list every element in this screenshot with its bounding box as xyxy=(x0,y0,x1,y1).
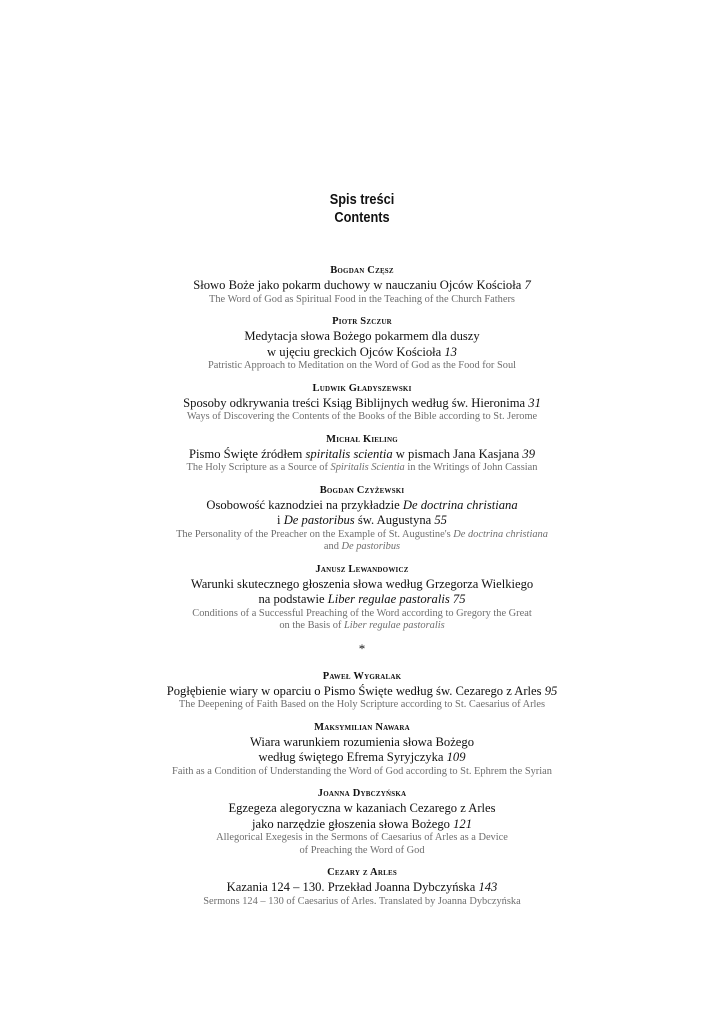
toc-entry xyxy=(0,315,724,373)
italic-title: De doctrina christiana xyxy=(402,497,518,512)
text-segment: The Personality of the Preacher on the Example of St. Augustine's xyxy=(176,528,454,540)
text-segment: według świętego Efrema Syryjczyka xyxy=(258,750,444,764)
text-segment: św. Augustyna xyxy=(354,513,432,527)
author-name: Cezary z Arles xyxy=(327,867,397,878)
polish-title-line xyxy=(0,513,724,529)
text-segment: in the Writings of John Cassian xyxy=(404,462,538,473)
page-number: 13 xyxy=(444,344,457,359)
toc-entry xyxy=(0,382,724,424)
author-name: Ludwik Gładyszewski xyxy=(312,382,412,394)
english-title-line xyxy=(0,832,724,845)
text-segment: Medytacja słowa Bożego pokarmem dla duszy xyxy=(244,329,480,343)
text-segment: jako narzędzie głoszenia słowa Bożego xyxy=(252,816,450,831)
english-title-line xyxy=(0,699,724,712)
text-segment: Allegorical Exegesis in the Sermons of Caesarius of Arles as a Device xyxy=(216,832,508,843)
text-segment: w pismach Jana Kasjana xyxy=(392,446,520,461)
italic-title: De pastoribus xyxy=(341,541,401,552)
text-segment: Kazania 124 – 130. Przekład Joanna Dybczyńska xyxy=(226,880,476,894)
page-number: 75 xyxy=(452,592,466,606)
text-segment: Wiara warunkiem rozumienia słowa Bożego xyxy=(249,734,474,749)
text-segment: Patristic Approach to Meditation on the Word of God as the Food for Soul xyxy=(207,360,517,371)
text-segment: of Preaching the Word of God xyxy=(299,844,425,856)
toc-entry xyxy=(0,670,724,712)
page-number: 7 xyxy=(524,278,531,292)
toc-entry xyxy=(0,264,724,306)
polish-title-line xyxy=(0,329,724,345)
text-segment: on the Basis of xyxy=(279,620,344,631)
author-name: Paweł Wygralak xyxy=(322,670,402,682)
italic-title: Liber regulae pastoralis xyxy=(344,620,445,631)
author-name: Janusz Lewandowicz xyxy=(315,563,409,575)
text-segment: and xyxy=(323,541,342,552)
page-number: 143 xyxy=(478,880,498,894)
author-name: Piotr Szczur xyxy=(332,316,392,327)
toc-entry xyxy=(0,484,724,554)
english-title-line xyxy=(0,360,724,373)
polish-title-line xyxy=(0,684,724,700)
italic-title: Spiritalis Scientia xyxy=(330,462,405,473)
author-name: Bogdan Czyżewski xyxy=(319,484,405,496)
english-title-line xyxy=(0,766,724,779)
section-separator: * xyxy=(358,640,366,656)
polish-title-line xyxy=(0,345,724,361)
text-segment: Pogłębienie wiary w oparciu o Pismo Święte według św. Cezarego z Arles xyxy=(166,683,542,698)
text-segment: Sermons 124 – 130 of Caesarius of Arles. Translated by Joanna Dybczyńska xyxy=(203,895,521,907)
polish-title-line xyxy=(0,278,724,294)
author-name: Michał Kieling xyxy=(326,433,398,445)
italic-title: Liber regulae pastoralis xyxy=(327,592,450,606)
page-number: 55 xyxy=(434,513,447,527)
text-segment: i xyxy=(277,513,284,527)
text-segment: na podstawie xyxy=(258,592,328,606)
english-title-line xyxy=(0,294,724,307)
text-segment: w ujęciu greckich Ojców Kościoła xyxy=(267,344,442,359)
text-segment: Ways of Discovering the Contents of the Books of the Bible according to St. Jerome xyxy=(186,411,538,422)
table-of-contents xyxy=(0,264,724,917)
text-segment: Egzegeza alegoryczna w kazaniach Cezarego z Arles xyxy=(228,801,496,815)
author-name: Joanna Dybczyńska xyxy=(317,788,407,799)
italic-title: spiritalis scientia xyxy=(305,446,393,461)
english-title-line xyxy=(0,620,724,633)
polish-title-line xyxy=(0,498,724,514)
contents-heading xyxy=(43,191,680,227)
text-segment: Sposoby odkrywania treści Ksiąg Biblijnych według św. Hieronima xyxy=(183,395,526,410)
toc-entry xyxy=(0,721,724,779)
text-segment: Słowo Boże jako pokarm duchowy w nauczaniu Ojców Kościoła xyxy=(193,278,522,292)
polish-title-line xyxy=(0,817,724,833)
polish-title-line xyxy=(0,447,724,463)
italic-title: De pastoribus xyxy=(283,513,355,527)
page-number: 109 xyxy=(446,750,466,764)
toc-entry xyxy=(0,563,724,633)
english-title-line xyxy=(0,896,724,909)
page-number: 31 xyxy=(528,395,541,410)
polish-title-line xyxy=(0,801,724,817)
polish-title-line xyxy=(0,577,724,593)
polish-title-line xyxy=(0,396,724,412)
toc-entry xyxy=(0,866,724,908)
author-name: Bogdan Częsz xyxy=(330,265,394,276)
text-segment: Warunki skutecznego głoszenia słowa według Grzegorza Wielkiego xyxy=(190,576,534,591)
author-name: Maksymilian Nawara xyxy=(314,721,410,733)
polish-title-line xyxy=(0,880,724,896)
english-title-line xyxy=(0,845,724,858)
polish-title-line xyxy=(0,735,724,751)
text-segment: The Holy Scripture as a Source of xyxy=(186,462,331,473)
title-polish: Spis treści xyxy=(329,192,395,208)
text-segment: The Deepening of Faith Based on the Holy Scripture according to St. Caesarius of Arles xyxy=(178,699,546,710)
page-number: 39 xyxy=(522,446,535,461)
page-number: 95 xyxy=(544,683,558,698)
english-title-line xyxy=(0,541,724,554)
italic-title: De doctrina christiana xyxy=(453,528,548,540)
english-title-line xyxy=(0,529,724,542)
text-segment: Osobowość kaznodziei na przykładzie xyxy=(206,497,403,512)
toc-entry xyxy=(0,787,724,857)
english-title-line xyxy=(0,462,724,475)
text-segment: The Word of God as Spiritual Food in the Teaching of the Church Fathers xyxy=(209,293,515,305)
toc-entry xyxy=(0,433,724,475)
text-segment: Conditions of a Successful Preaching of the Word according to Gregory the Great xyxy=(192,607,532,619)
english-title-line xyxy=(0,411,724,424)
polish-title-line xyxy=(0,592,724,608)
title-english: Contents xyxy=(334,210,390,226)
polish-title-line xyxy=(0,750,724,766)
english-title-line xyxy=(0,608,724,621)
text-segment: Faith as a Condition of Understanding the Word of God according to St. Ephrem the Syrian xyxy=(172,765,552,777)
page-number: 121 xyxy=(453,816,472,831)
text-segment: Pismo Święte źródłem xyxy=(189,446,306,461)
